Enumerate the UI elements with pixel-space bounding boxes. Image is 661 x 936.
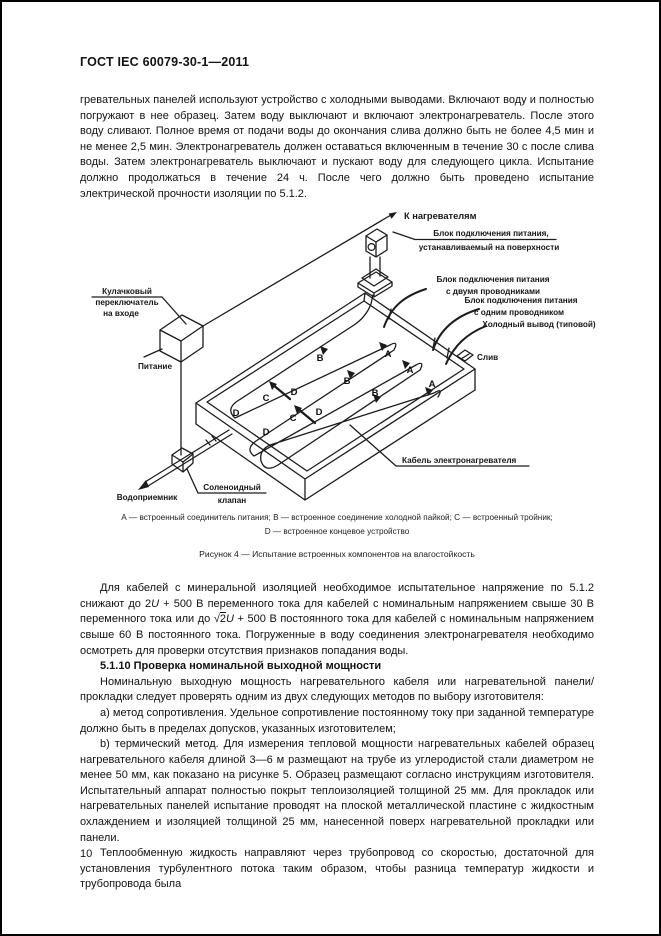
- label-to-heaters: К нагревателям: [404, 211, 477, 222]
- marker-d: D: [315, 407, 323, 419]
- label-drain: Слив: [477, 353, 499, 363]
- label-cold-lead: Холодный вывод (типовой): [482, 320, 596, 330]
- heating-cable-drawing: [231, 295, 441, 468]
- marker-b: B: [371, 388, 379, 400]
- marker-d: D: [290, 387, 298, 399]
- label-surface-block-1: Блок подключения питания,: [433, 229, 549, 239]
- page-content: [80, 2, 594, 893]
- label-heater-cable: Кабель электронагревателя: [402, 456, 517, 466]
- marker-d: D: [262, 427, 270, 439]
- drain-spout-drawing: [457, 350, 473, 361]
- marker-c: C: [289, 413, 297, 425]
- figure-legend-line2: D — встроенное концевое устройство: [264, 526, 410, 536]
- p2-seg2: + 500 В переменного тока для кабелей с номинальным напряжением свыше 30 В переменного тока или до: [80, 597, 594, 626]
- page-number: 10: [80, 848, 93, 860]
- surface-mount-block-drawing: [358, 229, 392, 297]
- label-two-cond-2: с двумя проводниками: [445, 287, 541, 297]
- cam-switch-drawing: [160, 315, 203, 362]
- label-one-cond-2: с одним проводником: [473, 308, 565, 318]
- marker-c: C: [262, 393, 270, 405]
- label-cam-switch-3: на входе: [103, 309, 139, 319]
- label-cam-switch-1: Кулачковый: [102, 287, 152, 297]
- figure-4: [80, 203, 594, 559]
- label-water-receiver: Водоприемник: [116, 493, 178, 503]
- paragraph-test-voltage: [80, 581, 594, 659]
- marker-a: A: [428, 379, 436, 391]
- p2-radicand: 2: [219, 613, 227, 626]
- p2-radical: √: [213, 613, 220, 626]
- figure-legend: [80, 511, 594, 538]
- p2-seg3: + 500 В постоянного тока для кабелей с номинальным напряжением свыше 60 В постоянного тока. Погруженные в воду соединения электронагревателя необходимо осмотреть для проверки отсутствия признаков попадания воды.: [80, 613, 594, 657]
- figure-4-diagram: [88, 203, 600, 505]
- label-surface-block-2: устанавливаемый на поверхности: [418, 243, 560, 253]
- label-cam-switch-2: переключатель: [95, 298, 159, 308]
- marker-b: B: [316, 353, 324, 365]
- paragraph-rated-output: Номинальную выходную мощность нагревательного кабеля или нагревательной панели/прокладки следует проверять одним из двух следующих методов по выбору изготовителя:: [80, 675, 594, 704]
- document-header: ГОСТ IEC 60079-30-1—2011: [80, 55, 250, 69]
- p2-symbol-u1: U: [151, 597, 160, 610]
- heading-5-1-10: 5.1.10 Проверка номинальной выходной мощности: [100, 660, 382, 673]
- list-item-b: b) термический метод. Для измерения тепловой мощности нагревательных кабелей образец нагревательного кабеля длиной 3—6 м размещают на трубе из углеродистой стали диаметром не менее 50 мм, как показано на рисунке 5. Образец размещают согласно инструкциям изготовителя. Испытательный аппарат полностью покрыт теплоизоляцией толщиной 25 мм. Для прокладок или нагревательных панелей испытание проводят на плоской металлической пластине с жидкостным охлаждением и изоляцией толщиной 25 мм, нанесенной поверх нагревательной прокладки или панели.: [80, 738, 594, 844]
- label-solenoid-2: клапан: [217, 496, 247, 506]
- marker-d: D: [232, 408, 240, 420]
- label-two-cond-1: Блок подключения питания: [436, 275, 550, 285]
- paragraph-water-test: гревательных панелей используют устройство с холодными выводами. Включают воду и полностью погружают в нее образец. Затем воду выключают и включают электронагреватель. После этого воду сливают. Полное время от подачи воды до окончания слива должно быть не более 4,5 мин и не менее 2,5 мин. Электронагреватель должен оставаться включенным в течение 30 с после слива воды. Затем электронагреватель выключают и пускают воду для следующего цикла. Испытание должно продолжаться в течение 24 ч. После чего должно быть проведено испытание электрической прочности изоляции по 5.1.2.: [80, 94, 594, 200]
- marker-a: A: [384, 349, 392, 361]
- figure-legend-line1: А — встроенный соединитель питания; В — встроенное соединение холодной пайкой; С — встроенный тройник;: [121, 513, 553, 523]
- to-heaters-arrow: [203, 212, 397, 326]
- tank-drawing: [196, 293, 475, 500]
- label-solenoid-1: Соленоидный: [203, 483, 261, 493]
- marker-a: A: [406, 365, 414, 377]
- marker-b: B: [343, 376, 351, 388]
- figure-caption: Рисунок 4 — Испытание встроенных компонентов на влагостойкость: [199, 549, 475, 560]
- label-power: Питание: [137, 362, 173, 372]
- p2-symbol-u2: U: [226, 613, 234, 626]
- paragraph-heat-fluid: Теплообменную жидкость направляют через трубопровод со скоростью, достаточной для установления турбулентного потока таким образом, чтобы разница температур жидкости и трубопровода была: [80, 847, 594, 891]
- label-one-cond-1: Блок подключения питания: [464, 296, 578, 306]
- list-item-a: a) метод сопротивления. Удельное сопротивление постоянному току при заданной температуре должно быть в пределах допусков, указанных изготовителем;: [80, 706, 594, 735]
- p2-seg1: Для кабелей с минеральной изоляцией необходимое испытательное напряжение по 5.1.2 снижают до 2: [80, 582, 594, 610]
